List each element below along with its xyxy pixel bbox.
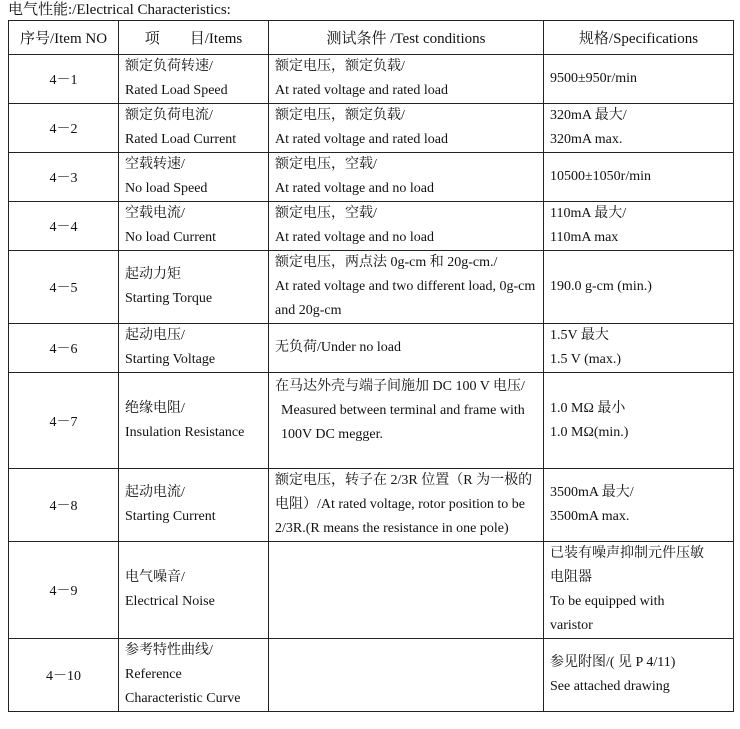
table-row <box>9 324 734 373</box>
item-no: 4－5 <box>9 251 119 324</box>
table-row <box>9 104 734 153</box>
test-condition: 额定电压，额定负载/ At rated voltage and rated load <box>269 104 544 153</box>
table-row <box>9 469 734 542</box>
table-row <box>9 55 734 104</box>
header-item-no: 序号/Item NO <box>9 21 119 55</box>
item-no: 4－9 <box>9 542 119 639</box>
item-no: 4－10 <box>9 639 119 712</box>
item-name: 起动力矩 Starting Torque <box>119 251 269 324</box>
electrical-characteristics-table <box>8 20 734 712</box>
item-name: 起动电流/ Starting Current <box>119 469 269 542</box>
item-name: 参考特性曲线/ Reference Characteristic Curve <box>119 639 269 712</box>
header-items: 项 目/Items <box>119 21 269 55</box>
item-no: 4－4 <box>9 202 119 251</box>
item-name: 空载转速/ No load Speed <box>119 153 269 202</box>
item-name: 额定负荷转速/ Rated Load Speed <box>119 55 269 104</box>
test-condition: 在马达外壳与端子间施加 DC 100 V 电压/ Measured between terminal and frame with 100V DC megger. <box>269 373 544 469</box>
test-condition: 额定电压，两点法 0g-cm 和 20g-cm./ At rated voltage and two different load, 0g-cm and 20g-cm <box>269 251 544 324</box>
table-row <box>9 542 734 639</box>
item-name: 空载电流/ No load Current <box>119 202 269 251</box>
specification: 1.0 MΩ 最小 1.0 MΩ(min.) <box>544 373 734 469</box>
item-no: 4－8 <box>9 469 119 542</box>
specification: 10500±1050r/min <box>544 153 734 202</box>
item-no: 4－7 <box>9 373 119 469</box>
test-condition: 无负荷/Under no load <box>269 324 544 373</box>
specification: 110mA 最大/ 110mA max <box>544 202 734 251</box>
table-row <box>9 153 734 202</box>
item-no: 4－2 <box>9 104 119 153</box>
test-condition: 额定电压，空载/ At rated voltage and no load <box>269 202 544 251</box>
table-row <box>9 373 734 469</box>
test-condition: 额定电压，额定负载/ At rated voltage and rated load <box>269 55 544 104</box>
table-row <box>9 251 734 324</box>
item-no: 4－1 <box>9 55 119 104</box>
specification: 320mA 最大/ 320mA max. <box>544 104 734 153</box>
specification: 9500±950r/min <box>544 55 734 104</box>
item-name: 电气噪音/ Electrical Noise <box>119 542 269 639</box>
item-name: 起动电压/ Starting Voltage <box>119 324 269 373</box>
table-row <box>9 639 734 712</box>
item-no: 4－6 <box>9 324 119 373</box>
item-no: 4－3 <box>9 153 119 202</box>
table-row <box>9 202 734 251</box>
item-name: 绝缘电阻/ Insulation Resistance <box>119 373 269 469</box>
test-condition <box>269 542 544 639</box>
specification: 1.5V 最大 1.5 V (max.) <box>544 324 734 373</box>
specification: 参见附图/( 见 P 4/11) See attached drawing <box>544 639 734 712</box>
specification: 3500mA 最大/ 3500mA max. <box>544 469 734 542</box>
test-condition: 额定电压，转子在 2/3R 位置（R 为一极的 电阻）/At rated voltage, rotor position to be 2/3R.(R means the resistance in one pole) <box>269 469 544 542</box>
test-condition <box>269 639 544 712</box>
item-name: 额定负荷电流/ Rated Load Current <box>119 104 269 153</box>
table-header-row <box>9 21 734 55</box>
specification: 190.0 g-cm (min.) <box>544 251 734 324</box>
specification: 已装有噪声抑制元件压敏 电阻器 To be equipped with varistor <box>544 542 734 639</box>
test-condition: 额定电压，空载/ At rated voltage and no load <box>269 153 544 202</box>
header-specifications: 规格/Specifications <box>544 21 734 55</box>
section-heading: 电气性能:/Electrical Characteristics: <box>8 2 231 18</box>
header-test-conditions: 测试条件 /Test conditions <box>269 21 544 55</box>
